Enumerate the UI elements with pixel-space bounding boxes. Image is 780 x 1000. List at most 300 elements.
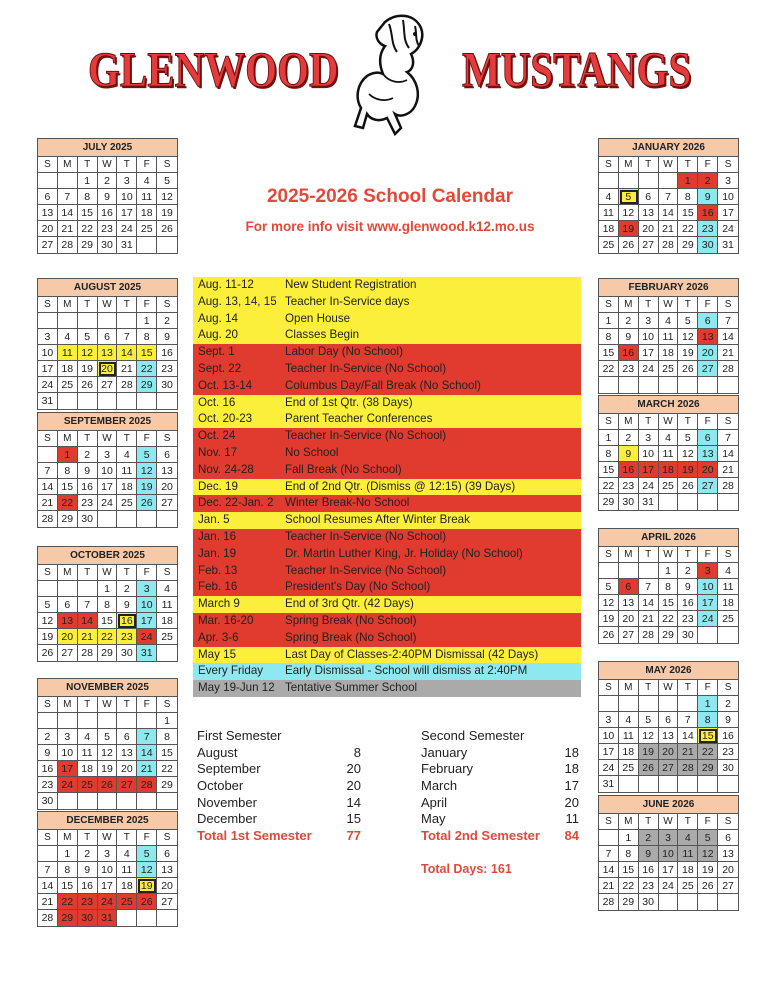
- day-cell: 13: [639, 205, 659, 221]
- day-cell: 7: [659, 189, 679, 205]
- day-cell: 9: [78, 463, 98, 479]
- day-cell: 1: [599, 313, 619, 329]
- empty-cell: [58, 713, 78, 729]
- day-cell: 25: [599, 237, 619, 253]
- weekday-label: F: [137, 157, 157, 173]
- day-cell: 5: [38, 597, 58, 613]
- day-cell: 12: [137, 463, 157, 479]
- event-row: [193, 663, 581, 680]
- day-cell: 16: [619, 345, 639, 361]
- day-cell: 31: [38, 393, 58, 409]
- event-description: Teacher In-Service (No School): [285, 563, 447, 577]
- day-cell: 18: [659, 462, 679, 478]
- day-cell: 8: [58, 862, 78, 878]
- day-cell: 2: [718, 696, 738, 712]
- empty-cell: [659, 696, 679, 712]
- event-date: Oct. 13-14: [198, 378, 253, 392]
- empty-cell: [619, 776, 639, 792]
- event-row: [193, 395, 581, 412]
- day-cell: 23: [619, 361, 639, 377]
- event-row: [193, 680, 581, 697]
- weekday-label: T: [678, 414, 698, 430]
- event-date: Sept. 22: [198, 361, 242, 375]
- event-row: [193, 579, 581, 596]
- day-cell: 22: [698, 744, 718, 760]
- semester-total-label: Total 1st Semester: [197, 828, 312, 844]
- weekday-label: T: [78, 565, 98, 581]
- day-cell: 29: [78, 237, 98, 253]
- weekday-label: T: [117, 431, 137, 447]
- weekday-label: T: [117, 157, 137, 173]
- day-cell: 17: [137, 613, 157, 629]
- month-title: JANUARY 2026: [599, 139, 738, 157]
- day-cell: 9: [117, 597, 137, 613]
- event-date: Dec. 19: [198, 479, 238, 493]
- month-title: FEBRUARY 2026: [599, 279, 738, 297]
- event-description: Spring Break (No School): [285, 630, 417, 644]
- event-row: [193, 344, 581, 361]
- weekday-label: M: [58, 565, 78, 581]
- empty-cell: [78, 793, 98, 809]
- day-cell: 22: [678, 221, 698, 237]
- day-cell: 30: [639, 894, 659, 910]
- semester-title: First Semester: [197, 728, 282, 743]
- event-row: [193, 445, 581, 462]
- weekday-label: S: [718, 297, 738, 313]
- day-cell: 22: [659, 611, 679, 627]
- weekday-label: W: [98, 297, 118, 313]
- day-cell: 10: [98, 862, 118, 878]
- event-description: Early Dismissal - School will dismiss at 2:40PM: [285, 664, 528, 678]
- empty-cell: [659, 173, 679, 189]
- day-cell: 17: [639, 462, 659, 478]
- weekday-label: S: [157, 297, 177, 313]
- event-description: End of 2nd Qtr. (Dismiss @ 12:15) (39 Days): [285, 479, 516, 493]
- day-cell: 14: [718, 329, 738, 345]
- empty-cell: [78, 313, 98, 329]
- empty-cell: [619, 563, 639, 579]
- weekday-label: W: [659, 547, 679, 563]
- day-cell: 2: [78, 447, 98, 463]
- day-cell: 14: [639, 595, 659, 611]
- day-cell: 11: [137, 189, 157, 205]
- day-cell: 5: [137, 846, 157, 862]
- empty-cell: [117, 511, 137, 527]
- day-cell: 16: [98, 205, 118, 221]
- event-row: [193, 327, 581, 344]
- day-cell: 6: [619, 579, 639, 595]
- events-list: [193, 277, 581, 697]
- empty-cell: [78, 713, 98, 729]
- day-cell: 22: [98, 629, 118, 645]
- day-cell: 23: [117, 629, 137, 645]
- day-cell: 10: [639, 446, 659, 462]
- month-title: SEPTEMBER 2025: [38, 413, 177, 431]
- day-cell: 14: [117, 345, 137, 361]
- day-cell: 25: [718, 611, 738, 627]
- day-cell: 13: [157, 463, 177, 479]
- day-cell: 6: [98, 329, 118, 345]
- day-cell: 24: [639, 361, 659, 377]
- day-cell: 20: [619, 611, 639, 627]
- day-cell: 26: [38, 645, 58, 661]
- weekday-label: M: [58, 431, 78, 447]
- semester-month-row: [421, 795, 579, 812]
- event-date: May 15: [198, 647, 237, 661]
- weekday-label: T: [117, 830, 137, 846]
- day-cell: 7: [137, 729, 157, 745]
- weekday-label: S: [157, 565, 177, 581]
- semester-month-row: [197, 811, 361, 828]
- weekday-label: S: [718, 547, 738, 563]
- day-cell: 20: [718, 862, 738, 878]
- day-cell: 24: [137, 629, 157, 645]
- day-cell: 30: [38, 793, 58, 809]
- event-row: [193, 311, 581, 328]
- event-date: Oct. 24: [198, 429, 236, 443]
- event-description: Parent Teacher Conferences: [285, 412, 433, 426]
- empty-cell: [718, 377, 738, 393]
- empty-cell: [38, 447, 58, 463]
- day-cell: 5: [619, 189, 639, 205]
- day-cell: 12: [698, 846, 718, 862]
- weekday-label: F: [137, 297, 157, 313]
- day-cell: 19: [619, 221, 639, 237]
- day-cell: 17: [698, 595, 718, 611]
- day-cell: 9: [639, 846, 659, 862]
- day-cell: 25: [117, 894, 137, 910]
- day-cell: 14: [137, 745, 157, 761]
- day-cell: 2: [38, 729, 58, 745]
- empty-cell: [157, 793, 177, 809]
- event-row: [193, 428, 581, 445]
- day-cell: 18: [678, 862, 698, 878]
- day-cell: 16: [157, 345, 177, 361]
- day-cell: 8: [137, 329, 157, 345]
- weekday-label: T: [117, 297, 137, 313]
- empty-cell: [157, 645, 177, 661]
- day-cell: 19: [137, 878, 157, 894]
- day-cell: 27: [157, 894, 177, 910]
- day-cell: 16: [639, 862, 659, 878]
- day-cell: 21: [38, 894, 58, 910]
- weekday-label: S: [599, 680, 619, 696]
- day-cell: 11: [78, 745, 98, 761]
- empty-cell: [678, 894, 698, 910]
- weekday-label: T: [78, 431, 98, 447]
- day-cell: 28: [599, 894, 619, 910]
- weekday-label: W: [659, 814, 679, 830]
- day-cell: 15: [58, 479, 78, 495]
- day-cell: 6: [659, 712, 679, 728]
- day-cell: 17: [98, 878, 118, 894]
- day-cell: 2: [619, 430, 639, 446]
- event-date: Aug. 11-12: [198, 278, 254, 291]
- empty-cell: [698, 894, 718, 910]
- month-may-2026: [598, 661, 739, 793]
- event-date: Jan. 5: [198, 513, 230, 527]
- day-cell: 14: [78, 613, 98, 629]
- day-cell: 22: [58, 495, 78, 511]
- day-cell: 22: [157, 761, 177, 777]
- empty-cell: [78, 393, 98, 409]
- weekday-label: T: [678, 157, 698, 173]
- day-cell: 16: [38, 761, 58, 777]
- day-cell: 16: [718, 728, 738, 744]
- day-cell: 7: [78, 597, 98, 613]
- day-cell: 26: [678, 361, 698, 377]
- day-cell: 15: [599, 462, 619, 478]
- day-cell: 26: [98, 777, 118, 793]
- month-march-2026: [598, 395, 739, 511]
- second-semester-summary: [421, 728, 579, 845]
- day-cell: 19: [678, 345, 698, 361]
- day-cell: 5: [78, 329, 98, 345]
- school-name-right: MUSTANGS: [462, 41, 692, 97]
- day-cell: 24: [639, 478, 659, 494]
- day-cell: 9: [157, 329, 177, 345]
- day-cell: 30: [98, 237, 118, 253]
- event-row: [193, 479, 581, 496]
- month-days: 15: [346, 811, 361, 827]
- empty-cell: [117, 313, 137, 329]
- day-cell: 12: [678, 329, 698, 345]
- day-cell: 18: [117, 479, 137, 495]
- month-august-2025: [37, 278, 178, 410]
- day-cell: 25: [659, 361, 679, 377]
- weekday-label: S: [157, 697, 177, 713]
- event-row: [193, 512, 581, 529]
- month-june-2026: [598, 795, 739, 911]
- weekday-label: M: [619, 414, 639, 430]
- day-cell: 17: [38, 361, 58, 377]
- month-name: August: [197, 744, 238, 760]
- weekday-label: F: [137, 431, 157, 447]
- day-cell: 25: [678, 878, 698, 894]
- day-cell: 21: [639, 611, 659, 627]
- day-cell: 11: [58, 345, 78, 361]
- day-cell: 26: [678, 478, 698, 494]
- day-cell: 12: [639, 728, 659, 744]
- day-cell: 8: [78, 189, 98, 205]
- semester-month-row: [197, 761, 361, 778]
- day-cell: 21: [38, 495, 58, 511]
- calendar-subtitle: For more info visit www.glenwood.k12.mo.us: [245, 219, 535, 234]
- day-cell: 8: [659, 579, 679, 595]
- weekday-label: F: [137, 565, 157, 581]
- day-cell: 10: [639, 329, 659, 345]
- day-cell: 6: [698, 313, 718, 329]
- day-cell: 5: [98, 729, 118, 745]
- day-cell: 23: [78, 894, 98, 910]
- semester-month-row: [421, 778, 579, 795]
- empty-cell: [599, 377, 619, 393]
- day-cell: 24: [718, 221, 738, 237]
- weekday-label: S: [599, 157, 619, 173]
- day-cell: 10: [698, 579, 718, 595]
- day-cell: 2: [639, 830, 659, 846]
- day-cell: 12: [619, 205, 639, 221]
- day-cell: 20: [698, 345, 718, 361]
- empty-cell: [599, 173, 619, 189]
- event-row: [193, 563, 581, 580]
- weekday-label: S: [38, 830, 58, 846]
- day-cell: 6: [698, 430, 718, 446]
- day-cell: 4: [659, 313, 679, 329]
- day-cell: 3: [698, 563, 718, 579]
- day-cell: 24: [58, 777, 78, 793]
- empty-cell: [698, 377, 718, 393]
- empty-cell: [58, 581, 78, 597]
- day-cell: 9: [678, 579, 698, 595]
- day-cell: 23: [678, 611, 698, 627]
- day-cell: 17: [639, 345, 659, 361]
- day-cell: 10: [38, 345, 58, 361]
- day-cell: 17: [58, 761, 78, 777]
- event-date: Nov. 24-28: [198, 462, 254, 476]
- school-name-left: GLENWOOD: [88, 41, 339, 97]
- day-cell: 7: [678, 712, 698, 728]
- event-date: Aug. 14: [198, 311, 238, 325]
- day-cell: 8: [98, 597, 118, 613]
- month-title: AUGUST 2025: [38, 279, 177, 297]
- day-cell: 26: [698, 878, 718, 894]
- day-cell: 13: [38, 205, 58, 221]
- weekday-label: T: [117, 565, 137, 581]
- event-description: Classes Begin: [285, 328, 360, 342]
- mustang-logo-icon: [345, 10, 445, 140]
- day-cell: 28: [58, 237, 78, 253]
- day-cell: 20: [38, 221, 58, 237]
- day-cell: 1: [659, 563, 679, 579]
- day-cell: 23: [78, 495, 98, 511]
- empty-cell: [718, 627, 738, 643]
- day-cell: 28: [678, 760, 698, 776]
- event-date: Mar. 16-20: [198, 613, 254, 627]
- day-cell: 7: [639, 579, 659, 595]
- day-cell: 14: [659, 205, 679, 221]
- weekday-label: S: [38, 297, 58, 313]
- empty-cell: [117, 393, 137, 409]
- day-cell: 19: [137, 479, 157, 495]
- day-cell: 24: [659, 878, 679, 894]
- day-cell: 13: [698, 329, 718, 345]
- day-cell: 11: [659, 446, 679, 462]
- empty-cell: [117, 713, 137, 729]
- day-cell: 9: [78, 862, 98, 878]
- day-cell: 14: [38, 479, 58, 495]
- event-row: [193, 378, 581, 395]
- day-cell: 2: [678, 563, 698, 579]
- day-cell: 5: [157, 173, 177, 189]
- day-cell: 23: [639, 878, 659, 894]
- event-description: Winter Break-No School: [285, 496, 410, 510]
- empty-cell: [117, 910, 137, 926]
- day-cell: 3: [98, 846, 118, 862]
- day-cell: 18: [58, 361, 78, 377]
- weekday-label: T: [639, 297, 659, 313]
- day-cell: 17: [599, 744, 619, 760]
- day-cell: 2: [157, 313, 177, 329]
- event-description: Fall Break (No School): [285, 462, 402, 476]
- day-cell: 17: [718, 205, 738, 221]
- weekday-label: S: [599, 547, 619, 563]
- day-cell: 21: [117, 361, 137, 377]
- day-cell: 4: [78, 729, 98, 745]
- day-cell: 26: [599, 627, 619, 643]
- day-cell: 1: [58, 846, 78, 862]
- empty-cell: [58, 173, 78, 189]
- month-name: September: [197, 761, 261, 777]
- empty-cell: [639, 173, 659, 189]
- day-cell: 15: [58, 878, 78, 894]
- day-cell: 31: [722, 239, 734, 251]
- day-cell: 4: [718, 563, 738, 579]
- day-cell: 25: [117, 495, 137, 511]
- day-cell: 24: [98, 495, 118, 511]
- day-cell: 14: [678, 728, 698, 744]
- event-date: Oct. 16: [198, 395, 236, 409]
- weekday-label: S: [38, 565, 58, 581]
- day-cell: 29: [137, 377, 157, 393]
- weekday-label: S: [157, 157, 177, 173]
- empty-cell: [38, 313, 58, 329]
- empty-cell: [157, 237, 177, 253]
- day-cell: 11: [718, 579, 738, 595]
- empty-cell: [718, 776, 738, 792]
- empty-cell: [619, 173, 639, 189]
- empty-cell: [98, 511, 118, 527]
- weekday-label: F: [698, 297, 718, 313]
- month-days: 20: [564, 794, 579, 810]
- empty-cell: [599, 696, 619, 712]
- day-cell: 28: [659, 237, 679, 253]
- event-row: [193, 630, 581, 647]
- day-cell: 29: [98, 645, 118, 661]
- event-date: Feb. 16: [198, 580, 238, 594]
- day-cell: 11: [619, 728, 639, 744]
- month-november-2025: [37, 678, 178, 810]
- empty-cell: [58, 793, 78, 809]
- day-cell: 12: [678, 446, 698, 462]
- empty-cell: [38, 173, 58, 189]
- weekday-label: T: [78, 697, 98, 713]
- weekday-label: T: [639, 680, 659, 696]
- month-name: October: [197, 778, 244, 794]
- day-cell: 1: [98, 581, 118, 597]
- month-october-2025: [37, 546, 178, 662]
- day-cell: 16: [78, 479, 98, 495]
- empty-cell: [78, 581, 98, 597]
- day-cell: 11: [678, 846, 698, 862]
- day-cell: 14: [38, 878, 58, 894]
- weekday-label: S: [718, 414, 738, 430]
- day-cell: 20: [639, 221, 659, 237]
- day-cell: 1: [599, 430, 619, 446]
- month-april-2026: [598, 528, 739, 644]
- month-december-2025: [37, 811, 178, 927]
- event-description: Teacher In-Service days: [285, 294, 410, 308]
- day-cell: 28: [38, 910, 58, 926]
- day-cell: 30: [157, 377, 177, 393]
- weekday-label: T: [678, 680, 698, 696]
- day-cell: 30: [718, 760, 738, 776]
- month-days: 17: [564, 778, 579, 794]
- day-cell: 21: [78, 629, 98, 645]
- event-date: Sept. 1: [198, 345, 235, 359]
- weekday-label: T: [678, 297, 698, 313]
- day-cell: 17: [98, 479, 118, 495]
